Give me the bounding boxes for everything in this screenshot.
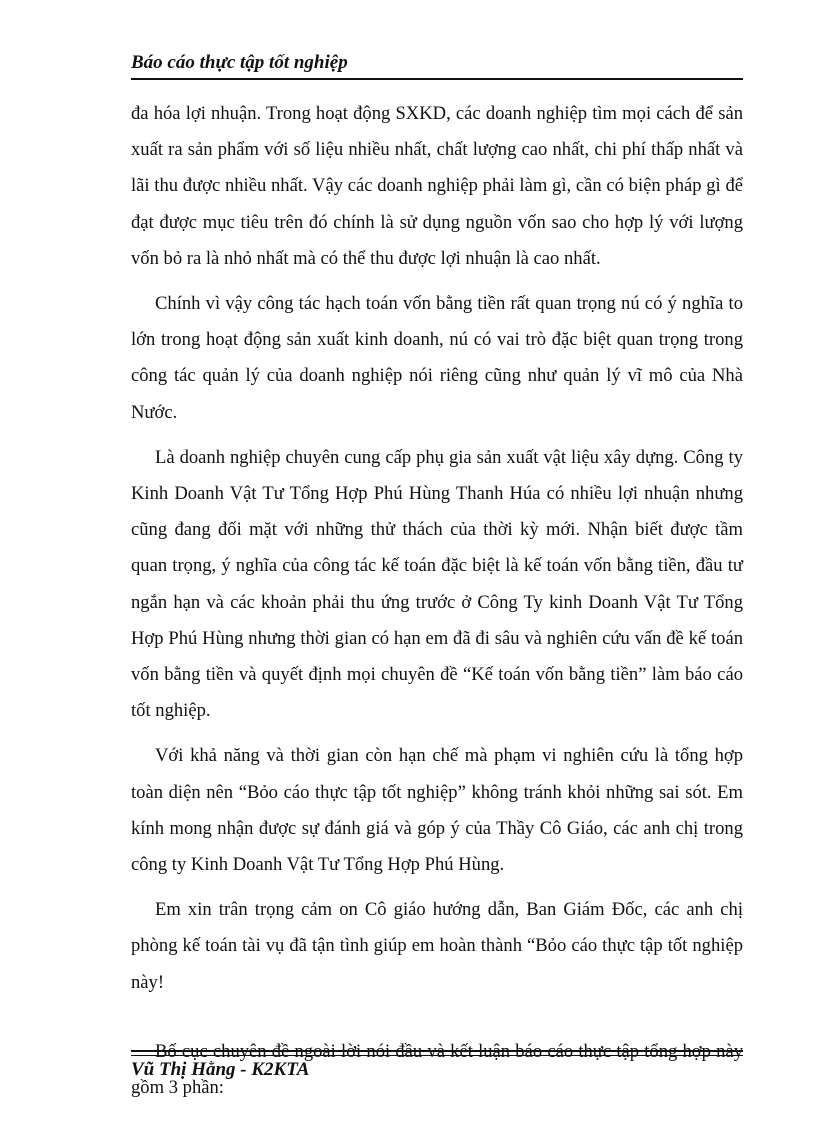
paragraph-1: đa hóa lợi nhuận. Trong hoạt động SXKD, các doanh nghiệp tìm mọi cách để sản xuất ra sản phẩm với số liệu nhiều nhất, chất lượng cao nhất, chi phí thấp nhất và lãi thu được nhiều nhất. Vậy các doanh nghiệp phải làm gì, cần có biện pháp gì để đạt được mục tiêu trên đó chính là sử dụng nguồn vốn sao cho hợp lý với lượng vốn bỏ ra là nhỏ nhất mà có thể thu được lợi nhuận là cao nhất. [131, 103, 743, 269]
footer-author: Vũ Thị Hằng - K2KTA [131, 1059, 310, 1080]
footer-rule [131, 1050, 743, 1052]
paragraph-5: Em xin trân trọng cảm on Cô giáo hướng dẫn, Ban Giám Đốc, các anh chị phòng kế toán tài vụ đã tận tình giúp em hoàn thành “Bỏo cáo thực tập tốt nghiệp này! [131, 899, 743, 993]
footer-rule-thin [131, 1055, 743, 1056]
paragraph-4: Với khả năng và thời gian còn hạn chế mà phạm vi nghiên cứu là tổng hợp toàn diện nên “Bỏo cáo thực tập tốt nghiệp” không tránh khỏi những sai sót. Em kính mong nhận được sự đánh giá và góp ý của Thầy Cô Giáo, các anh chị trong công ty Kinh Doanh Vật Tư Tổng Hợp Phú Hùng. [131, 745, 743, 876]
paragraph-3: Là doanh nghiệp chuyên cung cấp phụ gia sản xuất vật liệu xây dựng. Công ty Kinh Doanh Vật Tư Tổng Hợp Phú Hùng Thanh Húa có nhiều lợi nhuận nhưng cũng đang đối mặt với những thử thách của thời kỳ mới. Nhận biết được tầm quan trọng, ý nghĩa của công tác kế toán đặc biệt là kế toán vốn bằng tiền, đầu tư ngắn hạn và các khoản phải thu ứng trước ở Công Ty kinh Doanh Vật Tư Tổng Hợp Phú Hùng nhưng thời gian có hạn em đã đi sâu và nghiên cứu vấn đề kế toán vốn bằng tiền và quyết định mọi chuyên đề “Kế toán vốn bằng tiền” làm báo cáo tốt nghiệp. [131, 446, 743, 722]
page-body [131, 96, 743, 1115]
paragraph-6: Bố cục chuyên đề ngoài lời nói đầu và kết luận báo cáo thực tập tổng hợp này gồm 3 phần: [131, 1040, 743, 1099]
paragraph-2: Chính vì vậy công tác hạch toán vốn bằng tiền rất quan trọng nú có ý nghĩa to lớn trong hoạt động sản xuất kinh doanh, nú có vai trò đặc biệt quan trọng trong công tác quản lý của doanh nghiệp nói riêng cũng như quản lý vĩ mô của Nhà Nước. [131, 293, 743, 423]
page-header-title: Báo cáo thực tập tốt nghiệp [131, 52, 348, 73]
header-rule [131, 78, 743, 80]
